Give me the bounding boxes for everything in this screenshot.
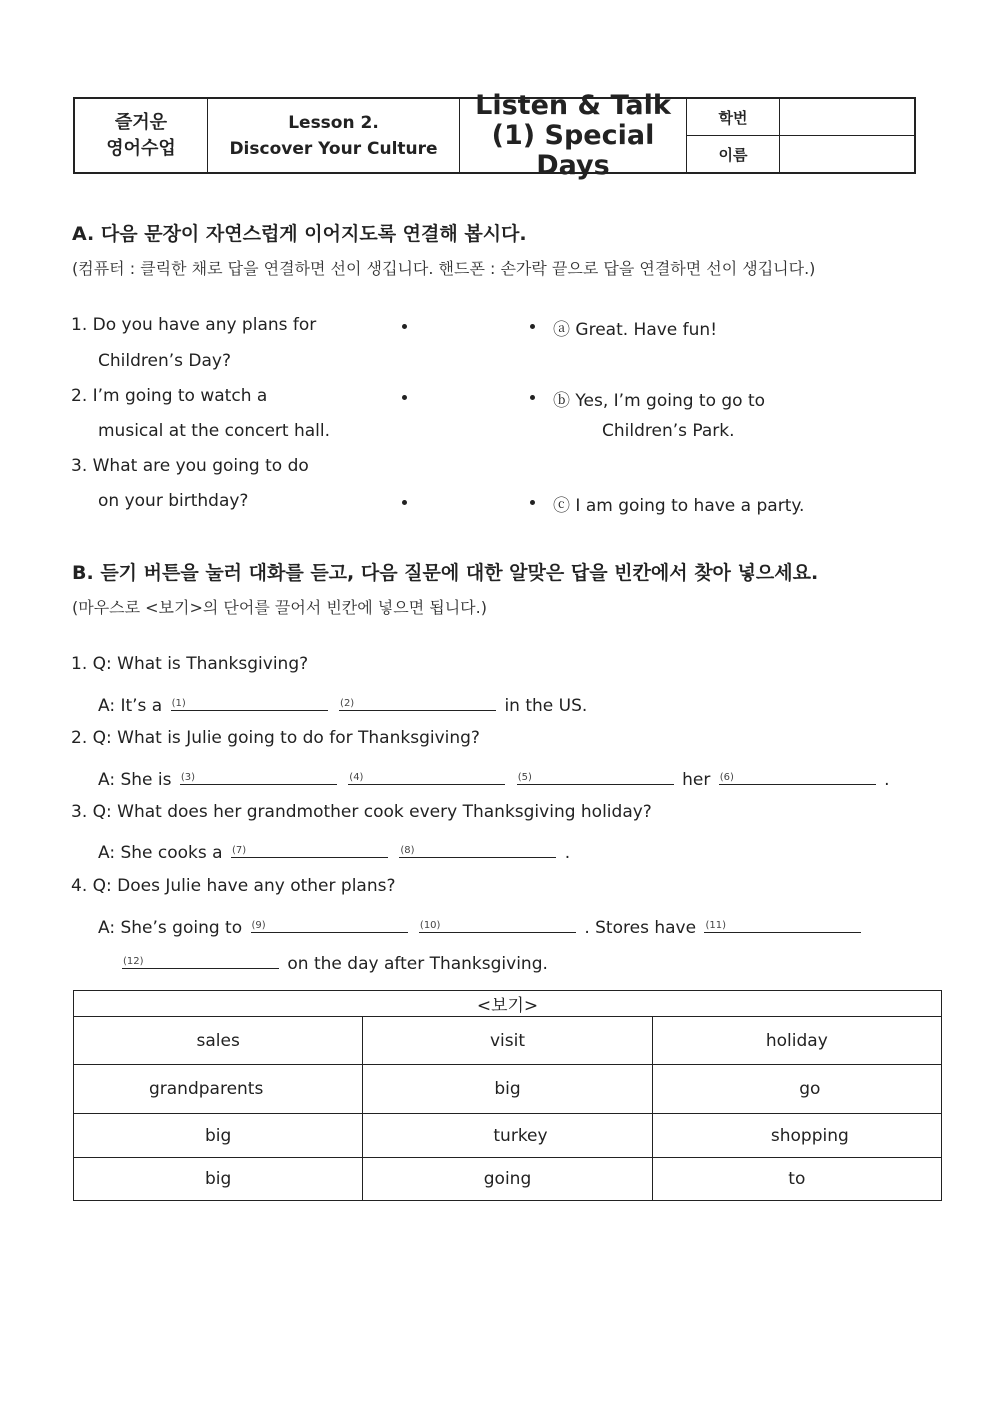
blank-8[interactable]: (8) <box>399 838 556 858</box>
word-bank-title: <보기> <box>74 991 942 1017</box>
match-right-a: ⓐ Great. Have fun! <box>553 320 718 340</box>
section-a-title: A. 다음 문장이 자연스럽게 이어지도록 연결해 봅시다. <box>72 223 527 245</box>
word-tile[interactable]: holiday <box>652 1017 941 1065</box>
class-title: 즐거운 영어수업 <box>75 99 208 172</box>
match-left-3-cont: on your birthday? <box>98 491 249 511</box>
word-tile[interactable]: big <box>74 1114 363 1158</box>
match-left-1-cont: Children’s Day? <box>98 351 231 371</box>
question-2: 2. Q: What is Julie going to do for Thanksgiving? <box>71 728 480 748</box>
word-tile[interactable]: big <box>363 1065 652 1114</box>
match-dot-left-1[interactable] <box>402 324 407 329</box>
match-dot-left-2[interactable] <box>402 395 407 400</box>
word-tile[interactable]: grandparents <box>74 1065 363 1114</box>
question-4: 4. Q: Does Julie have any other plans? <box>71 876 396 896</box>
match-right-b: ⓑ Yes, I’m going to go to <box>553 391 766 411</box>
blank-12[interactable]: (12) <box>122 949 279 969</box>
lesson-title: Lesson 2. Discover Your Culture <box>208 99 460 172</box>
blank-6[interactable]: (6) <box>719 765 876 785</box>
blank-11[interactable]: (11) <box>704 913 861 933</box>
match-left-2-cont: musical at the concert hall. <box>98 421 331 441</box>
blank-3[interactable]: (3) <box>180 765 337 785</box>
match-dot-right-a[interactable] <box>530 324 535 329</box>
student-id-field[interactable] <box>780 99 914 136</box>
blank-5[interactable]: (5) <box>517 765 674 785</box>
blank-4[interactable]: (4) <box>348 765 505 785</box>
section-b-title: B. 듣기 버튼을 눌러 대화를 듣고, 다음 질문에 대한 알맞은 답을 빈칸에서 찾아 넣으세요. <box>72 562 819 584</box>
section-b-note: (마우스로 <보기>의 단어를 끌어서 빈칸에 넣으면 됩니다.) <box>72 598 487 617</box>
blank-9[interactable]: (9) <box>251 913 408 933</box>
word-tile[interactable]: sales <box>74 1017 363 1065</box>
worksheet-header <box>73 89 916 181</box>
answer-2: A: She is (3) (4) (5) her (6) . <box>98 765 890 790</box>
match-right-c: ⓒ I am going to have a party. <box>553 496 805 516</box>
blank-1[interactable]: (1) <box>171 691 328 711</box>
word-bank <box>73 990 942 1201</box>
blank-2[interactable]: (2) <box>339 691 496 711</box>
name-field[interactable] <box>780 136 914 172</box>
word-tile[interactable]: go <box>652 1065 941 1114</box>
answer-4: A: She’s going to (9) (10) . Stores have (11) <box>98 913 864 938</box>
match-dot-left-3[interactable] <box>402 500 407 505</box>
input-column <box>780 99 914 172</box>
blank-10[interactable]: (10) <box>419 913 576 933</box>
word-tile[interactable]: turkey <box>363 1114 652 1158</box>
question-3: 3. Q: What does her grandmother cook every Thanksgiving holiday? <box>71 802 652 822</box>
word-tile[interactable]: visit <box>363 1017 652 1065</box>
answer-3: A: She cooks a (7) (8) . <box>98 838 570 863</box>
blank-7[interactable]: (7) <box>231 838 388 858</box>
match-dot-right-b[interactable] <box>530 395 535 400</box>
word-tile[interactable]: big <box>74 1158 363 1201</box>
word-tile[interactable]: going <box>363 1158 652 1201</box>
answer-4-cont: (12) on the day after Thanksgiving. <box>119 949 548 974</box>
match-right-b-cont: Children’s Park. <box>602 421 735 441</box>
page-title: Listen & Talk (1) Special Days <box>460 99 687 172</box>
student-id-label: 학번 <box>687 99 779 136</box>
match-left-2: 2. I’m going to watch a <box>71 386 268 406</box>
question-1: 1. Q: What is Thanksgiving? <box>71 654 309 674</box>
answer-1: A: It’s a (1) (2) in the US. <box>98 691 587 716</box>
name-label: 이름 <box>718 145 748 164</box>
label-column <box>687 99 780 172</box>
section-a-note: (컴퓨터 : 클릭한 채로 답을 연결하면 선이 생깁니다. 핸드폰 : 손가락 끝으로 답을 연결하면 선이 생깁니다.) <box>72 259 816 278</box>
match-left-3: 3. What are you going to do <box>71 456 309 476</box>
word-tile[interactable]: shopping <box>652 1114 941 1158</box>
match-left-1: 1. Do you have any plans for <box>71 315 317 335</box>
word-tile[interactable]: to <box>652 1158 941 1201</box>
match-dot-right-c[interactable] <box>530 500 535 505</box>
